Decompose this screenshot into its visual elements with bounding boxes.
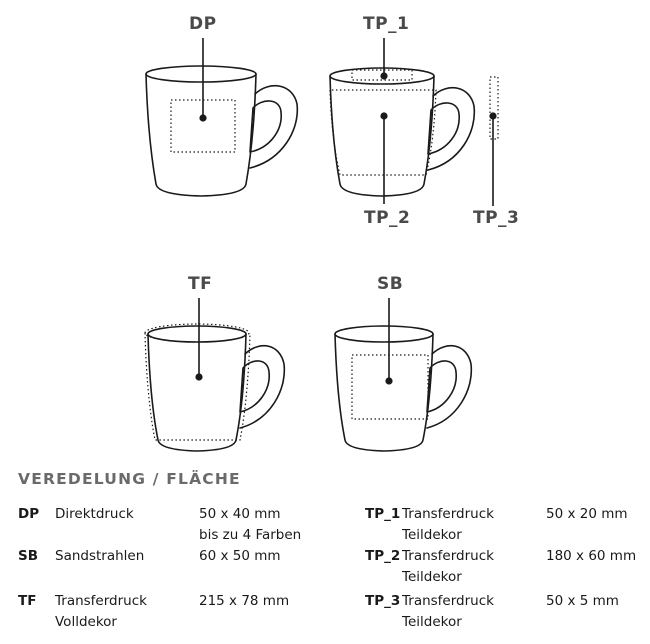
name2-tf: Volldekor [55,614,117,630]
label-dp: DP [189,14,217,34]
code-dp: DP [18,506,40,522]
print-area-tf [145,333,250,440]
code-sb: SB [18,548,39,564]
name-tf: Transferdruck [55,593,147,609]
label-tp3: TP_3 [473,208,520,228]
code-tp2: TP_2 [365,548,401,564]
print-area-tp3 [490,77,498,139]
size-tp2: 180 x 60 mm [546,548,637,564]
mug-sb [335,326,471,451]
mug-tf [148,326,284,451]
extra-dp: bis zu 4 Farben [199,527,302,543]
section-title: VEREDELUNG / FLÄCHE [18,470,241,488]
label-tf: TF [188,274,213,294]
size-sb: 60 x 50 mm [199,548,281,564]
label-tp2: TP_2 [364,208,411,228]
name-dp: Direktdruck [55,506,134,522]
print-area-tp2 [330,90,436,175]
label-sb: SB [377,274,404,294]
name2-tp3: Teildekor [402,614,462,630]
code-tf: TF [18,593,37,609]
size-tp3: 50 x 5 mm [546,593,619,609]
size-dp: 50 x 40 mm [199,506,281,522]
mug-tp [330,68,474,196]
label-tp1: TP_1 [363,14,410,34]
print-area-sb [352,355,428,419]
name2-tp1: Teildekor [402,527,462,543]
name2-tp2: Teildekor [402,569,462,585]
code-tp3: TP_3 [365,593,401,609]
mug-dp [146,66,297,196]
name-tp2: Transferdruck [402,548,494,564]
name-tp3: Transferdruck [402,593,494,609]
name-sb: Sandstrahlen [55,548,145,564]
name-tp1: Transferdruck [402,506,494,522]
size-tf: 215 x 78 mm [199,593,290,609]
code-tp1: TP_1 [365,506,401,522]
size-tp1: 50 x 20 mm [546,506,628,522]
